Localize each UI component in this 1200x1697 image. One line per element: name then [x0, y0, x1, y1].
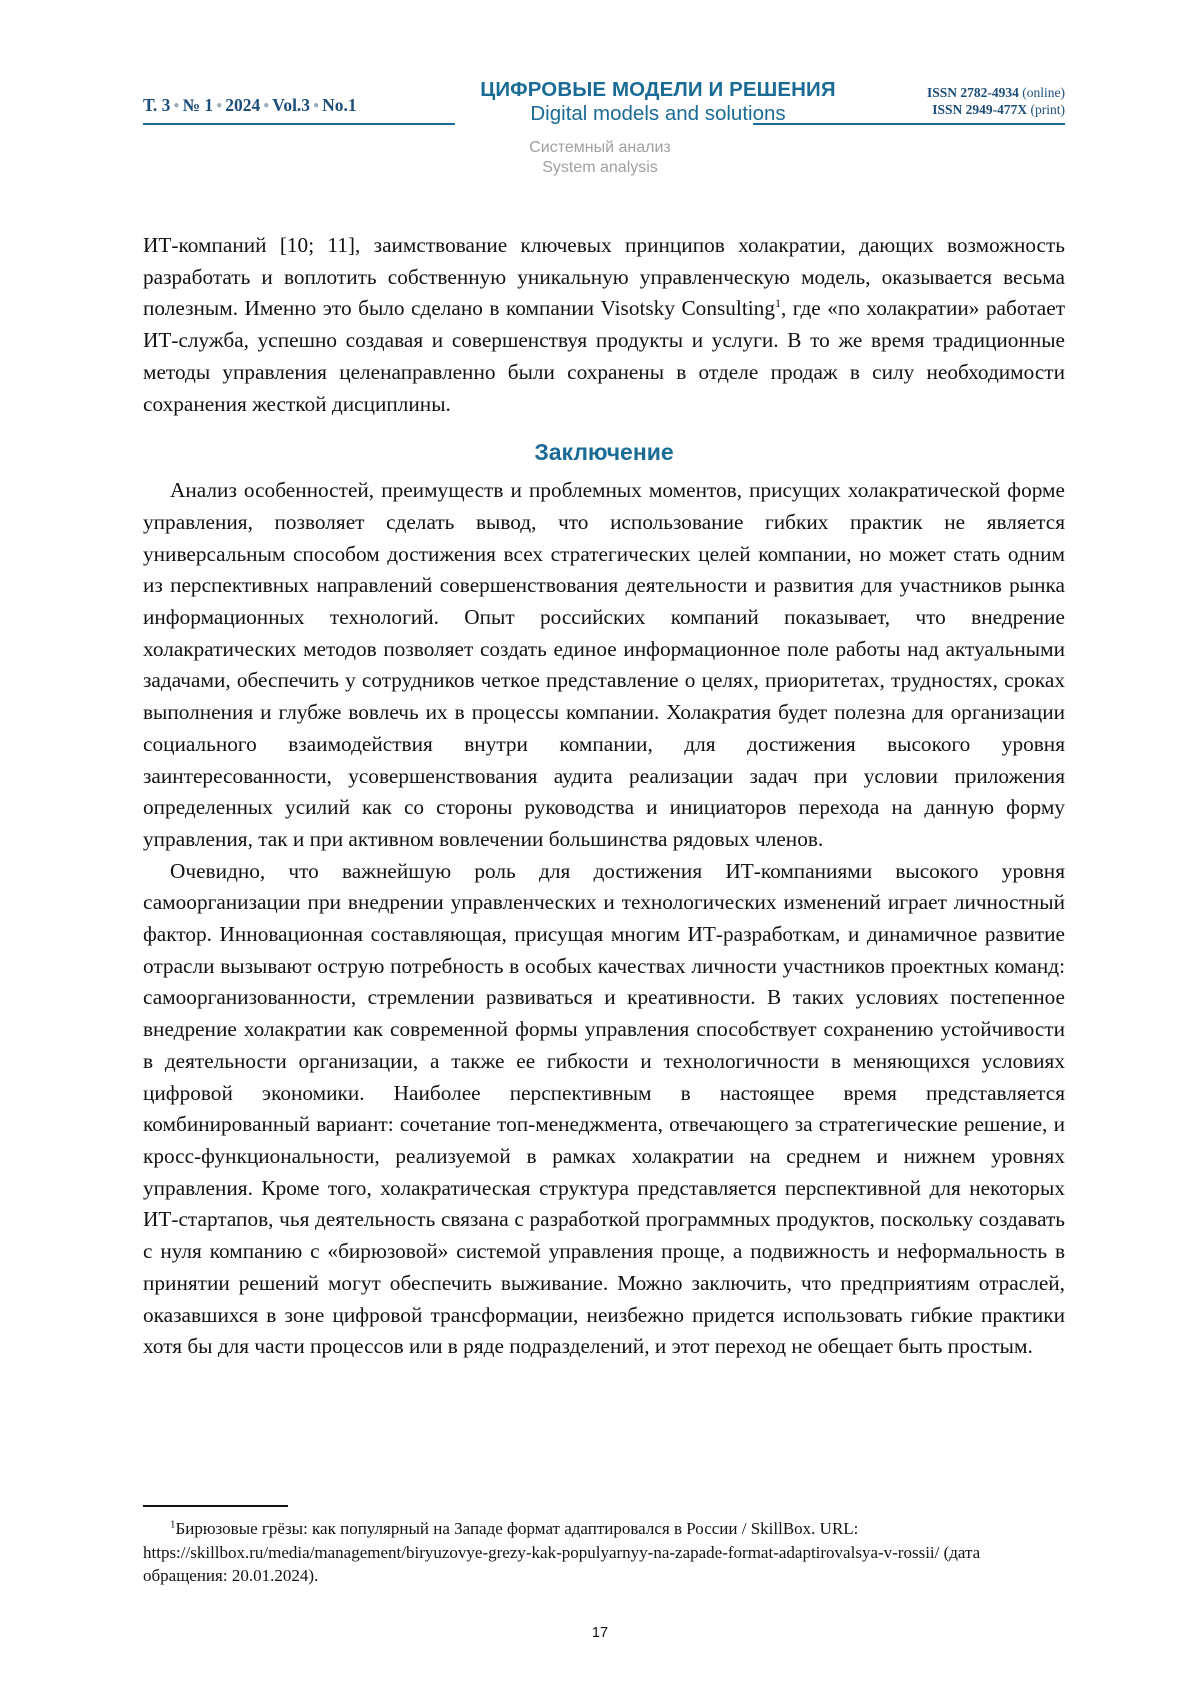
issn-print-label: (print) — [1031, 102, 1066, 117]
header-rule-right — [753, 123, 1065, 125]
paragraph-text: ИТ-компаний [10; 11], заимствование ключевых принципов холакратии, дающих возможность разработать и воплотить собственную уникальную управленческую модель, оказывается весьма полезным. Именно это было сделано в компании Visotsky Consulting — [143, 233, 1065, 320]
footnote-mark: 1 — [170, 1518, 176, 1530]
footnote-reference: 1 — [775, 296, 781, 310]
footnote — [143, 1517, 1065, 1588]
journal-title — [413, 78, 903, 126]
section-label-ru: Системный анализ — [0, 138, 1200, 158]
separator-dot-icon: ● — [216, 100, 222, 111]
footnote-text: Бирюзовые грёзы: как популярный на Западе формат адаптировался в России / SkillBox. URL: https://skillbox.ru/media/management/biryuzovye-grezy-kak-populyarnyy-na-zapade-format-adaptirovalsya-v-rossii/ (дата обращения: 20.01.2024). — [143, 1519, 980, 1585]
journal-title-ru: ЦИФРОВЫЕ МОДЕЛИ И РЕШЕНИЯ — [413, 78, 903, 102]
number-ru: № 1 — [182, 95, 213, 115]
running-header — [143, 78, 1065, 128]
paragraph: Очевидно, что важнейшую роль для достижения ИТ-компаниями высокого уровня самоорганизации при внедрении управленческих и технологических изменений играет личностный фактор. Инновационная составляющая, присущая многим ИТ-разработкам, и динамичное развитие отрасли вызывают острую потребность в особых качествах личности участников проектных команд: самоорганизованности, стремлении развиваться и креативности. В таких условиях постепенное внедрение холакратии как современной формы управления способствует сохранению устойчивости в деятельности организации, а также ее гибкости и технологичности в меняющихся условиях цифровой экономики. Наиболее перспективным в настоящее время представляется комбинированный вариант: сочетание топ-менеджмента, отвечающего за стратегические решение, и кросс-функциональности, реализуемой в рамках холакратии на среднем и нижнем уровнях управления. Кроме того, холакратическая структура представляется перспективной для некоторых ИТ-стартапов, чья деятельность связана с разработкой программных продуктов, поскольку создавать с нуля компанию с «бирюзовой» системой управления проще, а подвижность и неформальность в принятии решений могут обеспечить выживание. Можно заключить, что предприятиям отраслей, оказавшихся в зоне цифровой трансформации, неизбежно придется использовать гибкие практики хотя бы для части процессов или в ряде подразделений, и этот переход не обещает быть простым. — [143, 856, 1065, 1363]
year: 2024 — [225, 95, 260, 115]
volume-en: Vol.3 — [272, 95, 310, 115]
issn-print-code: ISSN 2949-477X — [932, 102, 1027, 117]
issue-info — [143, 95, 357, 116]
issn-online-code: ISSN 2782-4934 — [927, 85, 1019, 100]
article-body — [143, 230, 1065, 1363]
section-heading: Заключение — [143, 429, 1065, 475]
paragraph: Анализ особенностей, преимуществ и проблемных моментов, присущих холакратической форме управления, позволяет сделать вывод, что использование гибких практик не является универсальным способом достижения всех стратегических целей компании, но может стать одним из перспективных направлений совершенствования деятельности и развития для участников рынка информационных технологий. Опыт российских компаний показывает, что внедрение холакратических методов позволяет создать единое информационное поле работы над актуальными задачами, обеспечить у сотрудников четкое представление о целях, приоритетах, трудностях, сроках выполнения и глубже вовлечь их в процессы компании. Холакратия будет полезна для организации социального взаимодействия внутри компании, для достижения высокого уровня заинтересованности, усовершенствования аудита реализации задач при условии приложения определенных усилий как со стороны руководства и инициаторов перехода на данную форму управления, так и при активном вовлечении большинства рядовых членов. — [143, 475, 1065, 855]
section-label-en: System analysis — [0, 158, 1200, 178]
number-en: No.1 — [322, 95, 357, 115]
paragraph-continuation — [143, 230, 1065, 420]
section-label — [0, 138, 1200, 178]
volume-ru: Т. 3 — [143, 95, 170, 115]
issn-block — [927, 84, 1065, 118]
separator-dot-icon: ● — [173, 100, 179, 111]
journal-title-en: Digital models and solutions — [413, 102, 903, 126]
issn-online-label: (online) — [1022, 85, 1065, 100]
footnote-separator — [143, 1505, 288, 1507]
paragraph-text: , где «по холакратии» работает ИТ-служба, успешно создавая и совершенствуя продукты и услуги. В то же время традиционные методы управления целенаправленно были сохранены в отделе продаж в силу необходимости сохранения жесткой дисциплины. — [143, 296, 1065, 415]
separator-dot-icon: ● — [313, 100, 319, 111]
separator-dot-icon: ● — [263, 100, 269, 111]
page-number: 17 — [0, 1625, 1200, 1641]
header-rule-left — [143, 123, 455, 125]
